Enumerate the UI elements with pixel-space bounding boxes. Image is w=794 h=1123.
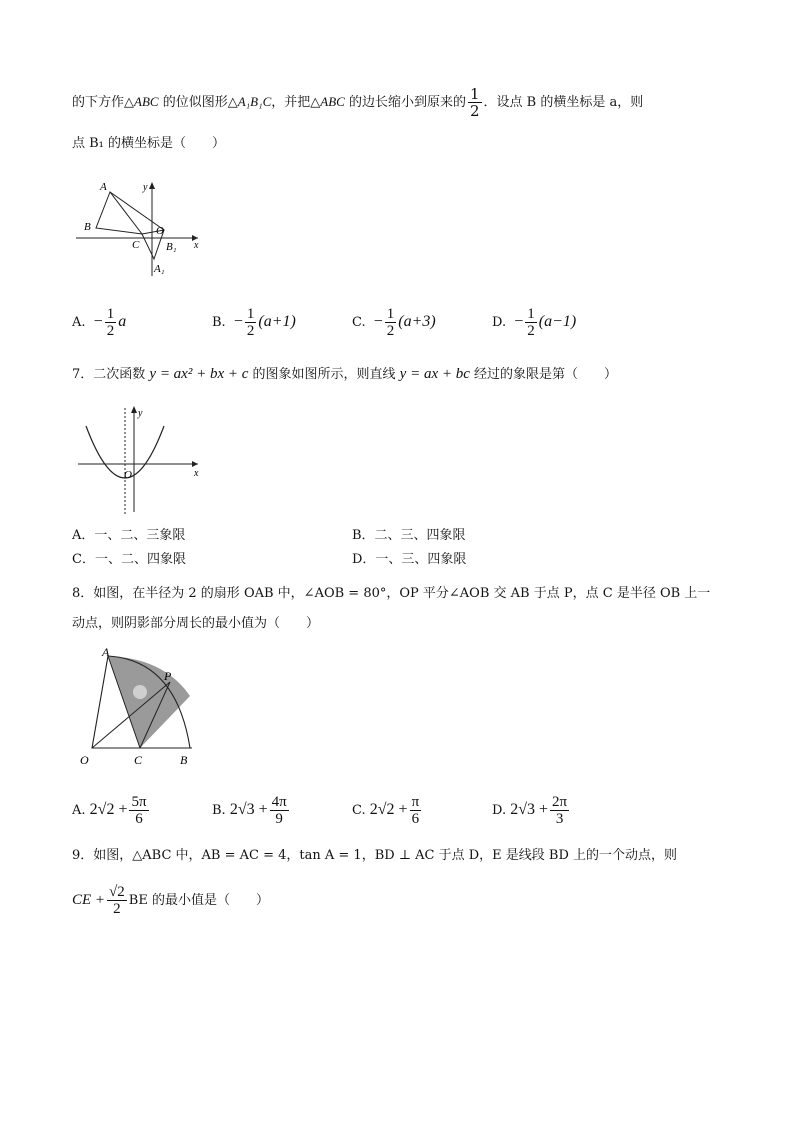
q6-option-d-den: 2	[527, 323, 535, 339]
q6-label-c: C	[132, 239, 140, 251]
q7-post: 经过的象限是第（ ）	[469, 367, 618, 382]
q6-half-den: 2	[470, 102, 480, 120]
q8-option-b-num: 4π	[271, 794, 287, 810]
q7-option-c[interactable]: C．一、二、四象限	[72, 552, 186, 567]
q8-option-d[interactable]	[492, 794, 571, 827]
q6-option-a-num: 1	[106, 306, 115, 322]
q6-option-a[interactable]	[72, 306, 126, 339]
q7-label-o: O	[124, 469, 132, 481]
q8-line1: 8．如图，在半径为 2 的扇形 OAB 中，∠AOB = 80°，OP 平分∠AOB 交 AB 于点 P，点 C 是半径 OB 上一	[72, 586, 711, 601]
q6-text-b: 的位似图形△	[158, 95, 238, 110]
q7-equation-2: y = ax + bc	[399, 366, 470, 382]
q6-label-b: B	[84, 221, 91, 233]
q8-option-b-fraction	[270, 794, 289, 827]
q6-label-x: x	[194, 240, 199, 251]
q7-label-x: x	[194, 468, 199, 479]
q6-label-a: A	[100, 181, 107, 193]
q7-figure	[74, 402, 208, 514]
q8-option-d-letter: D.	[492, 803, 507, 818]
q8-label-c: C	[134, 753, 143, 767]
q6-option-b-den: 2	[246, 323, 255, 339]
q8-shading-highlight	[133, 685, 147, 699]
q6-text-d: 的边长缩小到原来的	[344, 95, 466, 110]
q8-figure	[74, 644, 204, 768]
q8-label-a: A	[102, 645, 110, 659]
q8-option-a-den: 6	[135, 811, 143, 827]
q8-option-a-fraction	[129, 794, 148, 827]
q6-text-c: ，并把△	[271, 95, 321, 110]
q6-option-b-letter: B.	[212, 315, 226, 331]
q9-num: √2	[109, 884, 125, 900]
q9-lead: CE +	[72, 892, 106, 908]
q6-option-a-den: 2	[106, 323, 115, 339]
q6-label-a1: A₁	[154, 263, 165, 275]
q9-fraction	[107, 884, 127, 917]
q6-option-a-letter: A.	[72, 315, 86, 331]
q8-option-d-den: 3	[555, 811, 564, 827]
q8-option-d-lead: 2√3 +	[510, 801, 549, 818]
q6-option-c-expr: − $\frac{1}{2}$ (a+3)	[369, 306, 436, 339]
q9-den: 2	[113, 901, 121, 917]
q6-text-e: ．设点 B 的横坐标是 a，则	[483, 95, 644, 110]
q6-text-a: 的下方作△	[72, 95, 134, 110]
q8-option-a-letter: A.	[72, 803, 86, 818]
q6-half-fraction	[468, 86, 482, 119]
q7-label-y: y	[138, 408, 143, 419]
q7-option-a[interactable]: A．一、二、三象限	[72, 528, 186, 543]
q9-line1: 9．如图，△ABC 中，AB = AC = 4，tan A = 1，BD ⊥ AC 于点 D，E 是线段 BD 上的一个动点，则	[72, 848, 678, 863]
q6-label-y: y	[143, 182, 148, 193]
q9-tail: BE 的最小值是（ ）	[128, 893, 269, 908]
q7-option-b[interactable]: B．二、三、四象限	[352, 528, 466, 543]
q6-option-c-num: 1	[386, 306, 395, 322]
q6-a1b1c: A₁B₁C	[237, 94, 272, 109]
q9-line2	[72, 880, 269, 920]
q7-x-arrow-icon	[192, 461, 198, 467]
q6-abc-2: ABC	[320, 94, 345, 109]
q8-option-c-lead: 2√2 +	[369, 801, 408, 818]
q6-line2: 点 B₁ 的横坐标是（ ）	[72, 136, 226, 151]
q6-option-d-letter: D.	[492, 315, 507, 331]
q8-shaded-region	[108, 656, 190, 748]
q6-option-a-expr: − $\frac{1}{2}$ a	[89, 306, 127, 339]
q7-y-arrow-icon	[131, 406, 137, 413]
q6-option-a-tail: a	[118, 313, 127, 331]
q6-option-b[interactable]	[212, 306, 296, 339]
q6-label-b1: B₁	[166, 241, 177, 253]
q8-option-a-lead: 2√2 +	[89, 801, 128, 818]
q8-label-p: P	[164, 669, 172, 683]
q8-option-c-num: π	[411, 794, 420, 810]
q7-stem	[72, 364, 617, 385]
q8-option-c-letter: C.	[352, 803, 366, 818]
q7-equation-1: y = ax² + bx + c	[149, 366, 249, 382]
q8-option-c-fraction	[410, 794, 422, 827]
q6-figure	[70, 172, 210, 280]
q8-option-c-den: 6	[411, 811, 420, 827]
q6-option-c[interactable]	[352, 306, 436, 339]
q8-option-d-num: 2π	[552, 794, 568, 810]
q6-option-d-tail: (a−1)	[538, 313, 577, 331]
q8-line2: 动点，则阴影部分周长的最小值为（ ）	[72, 616, 320, 631]
q6-option-c-letter: C.	[352, 315, 366, 331]
q6-option-b-expr: − $\frac{1}{2}$ (a+1)	[229, 306, 296, 339]
q8-option-d-fraction	[550, 794, 569, 827]
q6-y-arrow-icon	[149, 182, 155, 189]
q8-option-c[interactable]	[352, 794, 423, 827]
q8-option-a[interactable]	[72, 794, 151, 827]
q6-option-b-num: 1	[246, 306, 255, 322]
q6-option-c-tail: (a+3)	[398, 313, 436, 331]
q8-option-b-lead: 2√3 +	[229, 801, 268, 818]
q7-option-d[interactable]: D．一、三、四象限	[352, 552, 467, 567]
q7-prefix: 7．二次函数	[72, 367, 150, 382]
q6-line1	[72, 82, 643, 122]
q6-label-o: O	[156, 225, 164, 237]
q6-option-c-den: 2	[386, 323, 395, 339]
q6-half-num: 1	[470, 85, 480, 103]
q8-label-b: B	[180, 753, 188, 767]
q7-mid: 的图象如图所示，则直线	[248, 367, 400, 382]
q8-option-b-den: 9	[275, 811, 283, 827]
q6-option-d-expr: − $\frac{1}{2}$ (a−1)	[510, 306, 577, 339]
q8-label-o: O	[80, 753, 89, 767]
q8-option-b-letter: B.	[212, 803, 226, 818]
q6-option-b-tail: (a+1)	[258, 313, 296, 331]
q6-option-d[interactable]	[492, 306, 576, 339]
q6-abc: ABC	[134, 94, 159, 109]
q6-option-d-num: 1	[527, 306, 535, 322]
q8-option-b[interactable]	[212, 794, 291, 827]
q8-option-a-num: 5π	[131, 794, 147, 810]
